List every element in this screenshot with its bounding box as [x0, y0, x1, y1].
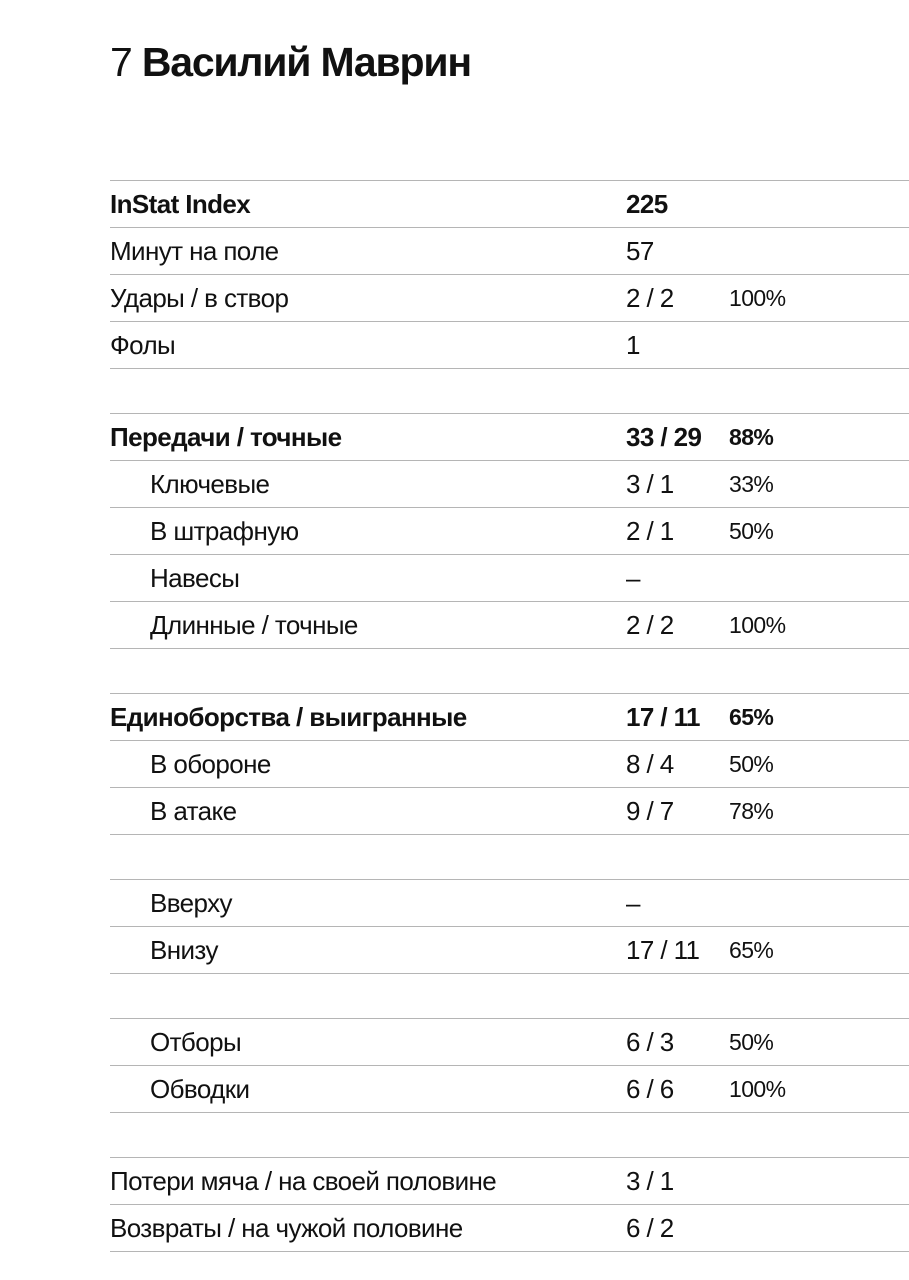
stat-label: Длинные / точные [150, 610, 358, 640]
stat-percent: 78% [729, 798, 774, 824]
stat-label: Потери мяча / на своей половине [110, 1166, 497, 1196]
stat-value: – [626, 888, 640, 918]
stat-value: 2 / 2 [626, 283, 674, 313]
stat-percent: 65% [729, 937, 774, 963]
stat-value: 57 [626, 236, 654, 266]
stat-value: – [626, 563, 640, 593]
stat-row [110, 788, 909, 835]
stat-row [110, 413, 909, 461]
stat-label: В штрафную [150, 516, 299, 546]
stats-section [110, 693, 909, 835]
stat-row [110, 927, 909, 974]
stat-label: InStat Index [110, 189, 251, 219]
stat-row [110, 275, 909, 322]
stat-label: Передачи / точные [110, 422, 342, 452]
stats-section [110, 1157, 909, 1252]
stat-value: 33 / 29 [626, 422, 702, 452]
stat-row [110, 693, 909, 741]
stat-percent: 100% [729, 612, 786, 638]
stat-row [110, 1066, 909, 1113]
stat-label: Навесы [150, 563, 240, 593]
stat-percent: 50% [729, 1029, 774, 1055]
stats-table [110, 180, 909, 1252]
section-gap [110, 649, 909, 693]
stat-row [110, 1018, 909, 1066]
player-name: Василий Маврин [141, 39, 471, 85]
section-gap [110, 369, 909, 413]
stats-section [110, 413, 909, 649]
page-title [110, 34, 471, 90]
stat-row [110, 555, 909, 602]
stat-row [110, 322, 909, 369]
stat-row [110, 461, 909, 508]
stat-label: Единоборства / выигранные [110, 702, 467, 732]
stat-label: Ключевые [150, 469, 270, 499]
stat-row [110, 228, 909, 275]
stat-label: Вверху [150, 888, 232, 918]
stats-section [110, 879, 909, 974]
stat-percent: 33% [729, 471, 774, 497]
stat-value: 9 / 7 [626, 796, 674, 826]
stat-row [110, 180, 909, 228]
stat-label: Возвраты / на чужой половине [110, 1213, 463, 1243]
stat-value: 3 / 1 [626, 1166, 674, 1196]
stat-row [110, 1205, 909, 1252]
stat-value: 2 / 2 [626, 610, 674, 640]
section-gap [110, 974, 909, 1018]
stat-value: 3 / 1 [626, 469, 674, 499]
stat-label: Внизу [150, 935, 218, 965]
stat-label: Отборы [150, 1027, 242, 1057]
stat-label: Фолы [110, 330, 176, 360]
stat-row [110, 1157, 909, 1205]
section-gap [110, 835, 909, 879]
stat-value: 6 / 3 [626, 1027, 674, 1057]
stat-label: Удары / в створ [110, 283, 289, 313]
stat-row [110, 508, 909, 555]
stat-percent: 88% [729, 424, 774, 450]
stat-percent: 50% [729, 751, 774, 777]
player-number: 7 [110, 39, 132, 85]
stats-section [110, 180, 909, 369]
stat-percent: 50% [729, 518, 774, 544]
stat-value: 6 / 6 [626, 1074, 674, 1104]
section-gap [110, 1113, 909, 1157]
stats-section [110, 1018, 909, 1113]
stat-value: 17 / 11 [626, 702, 700, 732]
stat-row [110, 602, 909, 649]
stat-label: В обороне [150, 749, 271, 779]
stat-percent: 65% [729, 704, 774, 730]
stat-value: 17 / 11 [626, 935, 700, 965]
stat-label: Минут на поле [110, 236, 279, 266]
stat-label: В атаке [150, 796, 237, 826]
stat-value: 2 / 1 [626, 516, 674, 546]
stat-percent: 100% [729, 285, 786, 311]
stat-label: Обводки [150, 1074, 250, 1104]
stat-percent: 100% [729, 1076, 786, 1102]
stat-value: 1 [626, 330, 640, 360]
stat-value: 225 [626, 189, 668, 219]
stat-value: 8 / 4 [626, 749, 674, 779]
stat-value: 6 / 2 [626, 1213, 674, 1243]
stat-row [110, 879, 909, 927]
stat-row [110, 741, 909, 788]
